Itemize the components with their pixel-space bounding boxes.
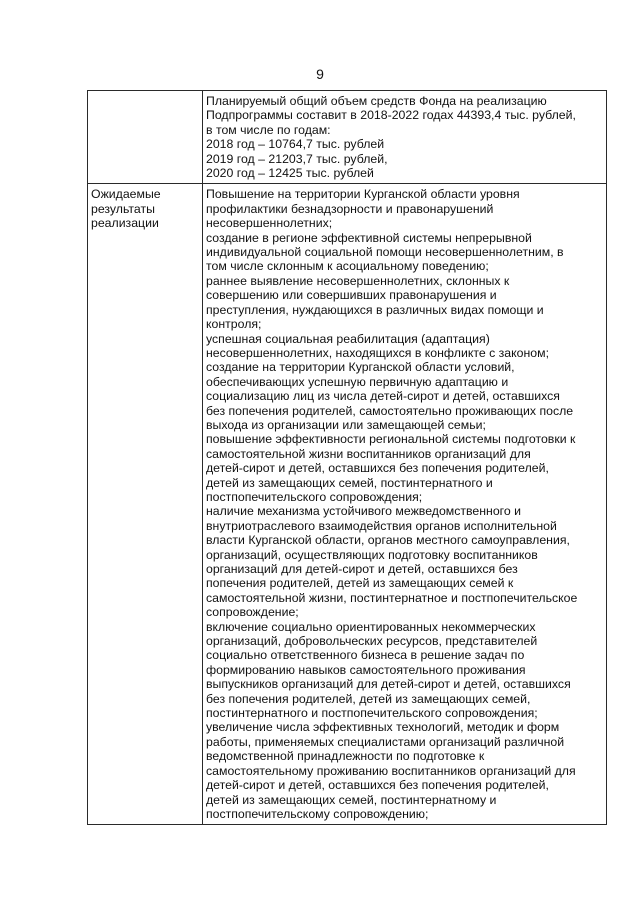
content-line: организаций для детей-сирот и детей, оставшихся без <box>206 562 518 576</box>
content-line: 2018 год – 10764,7 тыс. рублей <box>206 137 385 152</box>
table-row <box>88 184 607 825</box>
content-line: власти Курганской области, органов местного самоуправления, <box>206 533 570 548</box>
content-line: Подпрограммы составит в 2018-2022 годах 44393,4 тыс. рублей, <box>206 108 576 123</box>
row-content-cell <box>203 91 607 184</box>
row-label-line: результаты <box>91 201 155 216</box>
content-line: детей-сирот и детей, оставшихся без попечения родителей, <box>206 461 549 476</box>
content-line: увеличение числа эффективных технологий, методик и форм <box>206 720 560 735</box>
content-line: совершению или совершивших правонарушения и <box>206 288 497 303</box>
content-line: том числе склонным к асоциальному поведению; <box>206 259 489 274</box>
content-line: включение социально ориентированных некоммерческих <box>206 619 536 634</box>
content-line: 2019 год – 21203,7 тыс. рублей, <box>206 151 388 166</box>
content-line: раннее выявление несовершеннолетних, склонных к <box>206 273 510 288</box>
content-line: без попечения родителей, детей из замещающих семей, <box>206 691 531 706</box>
content-line: в том числе по годам: <box>206 122 331 137</box>
document-table <box>87 90 607 825</box>
content-line: детей из замещающих семей, постинтернатного и <box>206 475 493 490</box>
content-line: 2020 год – 12425 тыс. рублей <box>206 166 374 181</box>
content-line: индивидуальной социальной помощи несовершеннолетним, в <box>206 245 564 260</box>
content-line: попечения родителей, детей из замещающих семей к <box>206 576 514 591</box>
content-line: выхода из организации или замещающей семьи; <box>206 417 486 432</box>
content-line: организаций, осуществляющих подготовку воспитанников <box>206 547 538 562</box>
content-line: несовершеннолетних, находящихся в конфликте с законом; <box>206 345 549 360</box>
content-line: постпопечительского сопровождения; <box>206 489 423 504</box>
row-label-line: Ожидаемые <box>91 187 161 202</box>
content-line: обеспечивающих успешную первичную адаптацию и <box>206 374 509 389</box>
content-line: ведомственной принадлежности по подготовке к <box>206 749 485 764</box>
content-line: самостоятельному проживанию воспитанников организаций для <box>206 763 576 778</box>
content-line: Повышение на территории Курганской области уровня <box>206 187 520 202</box>
content-line: сопровождение; <box>206 605 299 620</box>
content-line: самостоятельной жизни, постинтернатное и постпопечительское <box>206 590 578 605</box>
content-line: контроля; <box>206 317 262 332</box>
content-line: преступления, нуждающихся в различных видах помощи и <box>206 302 544 317</box>
row-label-line: реализации <box>91 216 159 231</box>
content-line: постпопечительскому сопровождению; <box>206 806 429 821</box>
content-line: внутриотраслевого взаимодействия органов исполнительной <box>206 518 557 533</box>
content-line: без попечения родителей, самостоятельно проживающих после <box>206 403 574 418</box>
content-line: самостоятельной жизни воспитанников организаций для <box>206 446 531 461</box>
content-line: формированию навыков самостоятельного проживания <box>206 662 526 677</box>
content-line: детей-сирот и детей, оставшихся без попечения родителей, <box>206 778 549 793</box>
content-line: Планируемый общий объем средств Фонда на реализацию <box>206 94 547 108</box>
row-content-cell <box>203 184 607 825</box>
content-line: детей из замещающих семей, постинтернатному и <box>206 792 497 807</box>
content-line: несовершеннолетних; <box>206 216 333 231</box>
content-line: наличие механизма устойчивого межведомственного и <box>206 504 522 519</box>
content-line: создание в регионе эффективной системы непрерывной <box>206 230 532 245</box>
content-line: постинтернатного и постпопечительского сопровождения; <box>206 706 538 721</box>
content-line: профилактики безнадзорности и правонарушений <box>206 201 494 216</box>
table-row <box>88 91 607 184</box>
row-label-cell <box>88 184 203 825</box>
content-line: успешная социальная реабилитация (адаптация) <box>206 331 490 346</box>
content-line: повышение эффективности региональной системы подготовки к <box>206 432 576 447</box>
content-line: выпускников организаций для детей-сирот и детей, оставшихся <box>206 677 571 692</box>
content-line: создание на территории Курганской области условий, <box>206 360 515 375</box>
content-line: работы, применяемых специалистами организаций различной <box>206 734 565 749</box>
content-line: социально ответственного бизнеса в решение задач по <box>206 648 525 663</box>
row-label-cell <box>88 91 203 184</box>
content-line: организаций, добровольческих ресурсов, представителей <box>206 634 538 649</box>
page-number: 9 <box>316 66 324 82</box>
content-line: социализацию лиц из числа детей-сирот и детей, оставшихся <box>206 389 560 404</box>
